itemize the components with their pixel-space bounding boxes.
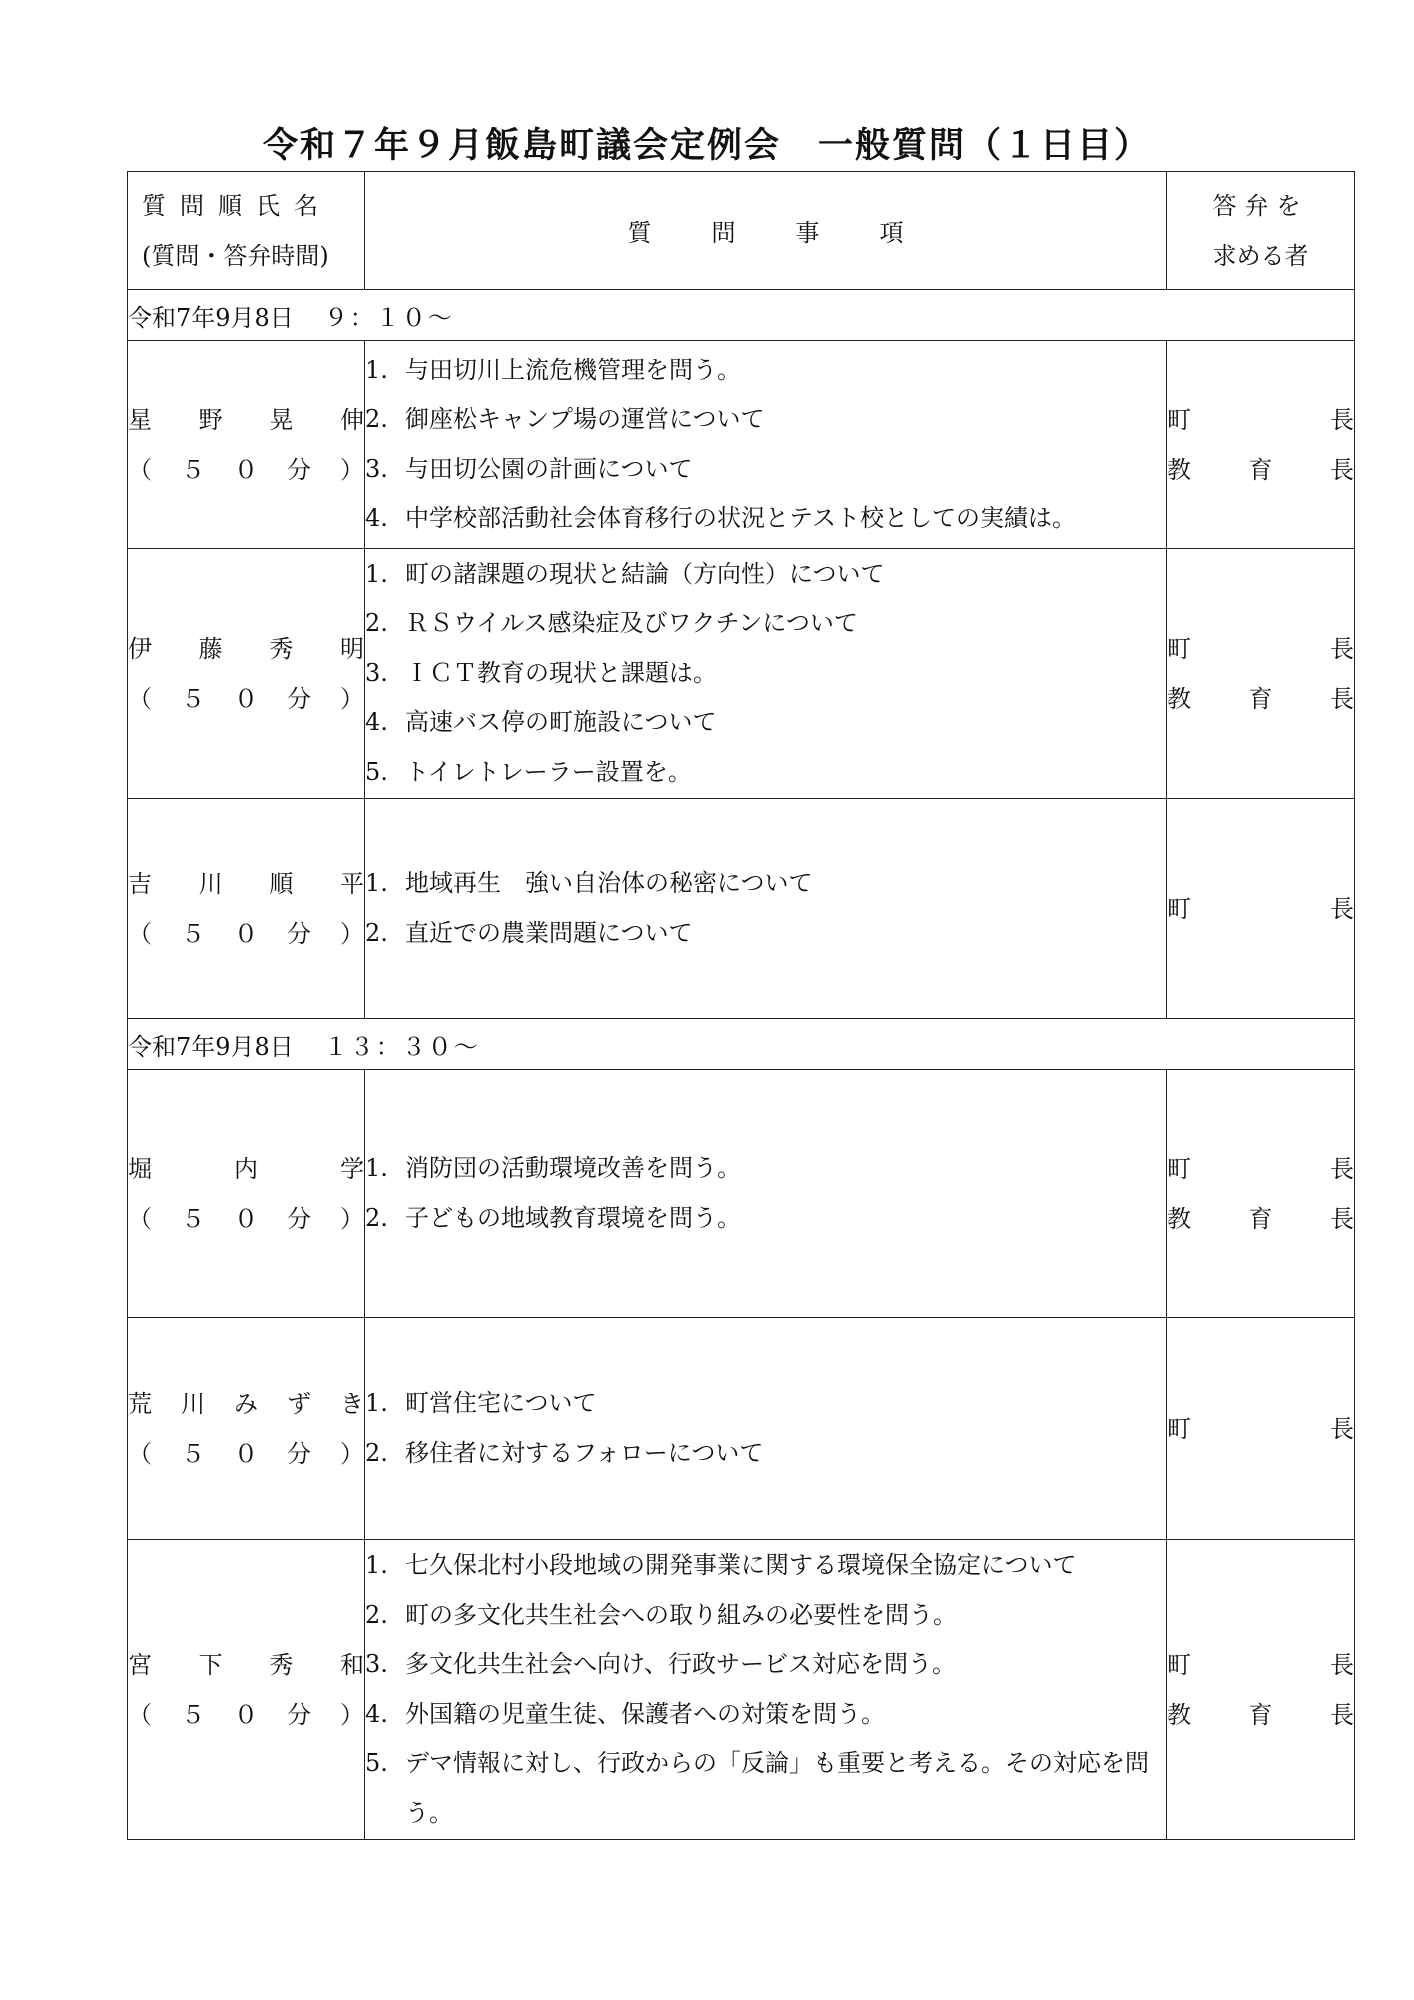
questioner-name-char: 晃 [269, 405, 294, 434]
respondent-cell [1167, 549, 1355, 799]
question-item [365, 1591, 1166, 1641]
respondent-char: 町 [1167, 634, 1191, 663]
questioner-name-char: 平 [339, 869, 364, 898]
page-title: 令和７年９月飯島町議会定例会 一般質問（１日目） [262, 125, 1151, 166]
questioner-cell [128, 799, 365, 1019]
respondent-cell [1167, 1540, 1355, 1840]
respondent-cell [1167, 799, 1355, 1019]
question-item [365, 1429, 1166, 1479]
respondent-char: 長 [1330, 455, 1354, 484]
respondent [1167, 1404, 1354, 1454]
question-item-number: 2. [365, 609, 388, 638]
session-date: 令和7年9月8日 [128, 1032, 294, 1061]
header-name-label: 質問順氏名 [142, 191, 332, 220]
question-item-text: 移住者に対するフォローについて [405, 1438, 764, 1467]
question-items-cell [365, 1540, 1167, 1840]
questioner-cell [128, 1318, 365, 1540]
question-item-text: 与田切公園の計画について [405, 454, 693, 483]
questioner-name-char: 野 [198, 405, 223, 434]
question-item [365, 859, 1166, 909]
questioner-name-char: 明 [339, 634, 364, 663]
questioner-name-char: ず [287, 1389, 311, 1418]
question-item-number: 1. [365, 559, 388, 588]
questioner-name-char: 下 [198, 1650, 223, 1679]
session-date-row [128, 290, 1355, 341]
header-respondent-line1: 答弁を [1212, 191, 1309, 220]
question-item-number: 4. [365, 708, 388, 737]
question-time-char: ５ [181, 455, 205, 484]
question-item [365, 346, 1166, 396]
question-time-char: ０ [234, 1439, 258, 1468]
question-time-char: ） [340, 1700, 364, 1729]
question-time-char: ） [340, 1439, 364, 1468]
respondent [1167, 1690, 1354, 1740]
question-time [128, 1690, 364, 1740]
respondent [1167, 1640, 1354, 1690]
questioner-row [128, 1070, 1355, 1318]
questioner-name-char: 学 [340, 1154, 364, 1183]
question-time [128, 1429, 364, 1479]
respondent-char: 長 [1330, 634, 1354, 663]
respondent-char: 長 [1330, 894, 1354, 923]
question-time-char: （ [128, 919, 152, 948]
respondent-char: 育 [1248, 684, 1273, 713]
question-time-char: （ [128, 1700, 152, 1729]
respondent [1167, 624, 1354, 674]
respondent-char: 町 [1167, 405, 1191, 434]
questioner-name [128, 1144, 364, 1194]
questioner-name-char: 内 [234, 1154, 258, 1183]
respondent-char: 教 [1167, 1700, 1191, 1729]
question-item [365, 1194, 1166, 1244]
questioner-name [128, 624, 364, 674]
questioner-name-char: 吉 [128, 869, 152, 898]
question-item-number: 4. [365, 504, 388, 532]
questioner-row [128, 1540, 1355, 1840]
questioner-name-char: 藤 [198, 634, 223, 663]
questioner-name-char: 秀 [269, 634, 294, 663]
question-time-char: ０ [234, 1204, 258, 1233]
question-item-text: 与田切川上流危機管理を問う。 [405, 355, 741, 384]
question-items-cell [365, 549, 1167, 799]
question-item-text: トイレトレーラー設置を。 [405, 757, 692, 786]
question-item-text: ＩＣＴ教育の現状と課題は。 [405, 658, 717, 687]
question-item-number: 1. [365, 1551, 388, 1579]
question-item [365, 494, 1166, 544]
questioner-cell [128, 341, 365, 549]
respondent-char: 育 [1248, 1204, 1273, 1233]
session-start-time: １３：３０～ [323, 1032, 480, 1061]
question-item-number: 1. [365, 355, 388, 384]
question-time-char: ５ [181, 1204, 205, 1233]
questioner-name [128, 1379, 364, 1429]
question-item-number: 2. [365, 1203, 388, 1232]
header-respondent-line2: 求める者 [1212, 241, 1309, 270]
question-item-text: デマ情報に対し、行政からの「反論」も重要と考える。その対応を問う。 [405, 1749, 1149, 1827]
question-item-number: 2. [365, 918, 388, 947]
question-item-text: 地域再生 強い自治体の秘密について [405, 869, 813, 897]
respondent-char: 長 [1330, 1650, 1354, 1679]
session-date: 令和7年9月8日 [128, 303, 294, 332]
question-time-char: ５ [181, 684, 205, 713]
question-time-char: ） [340, 455, 364, 484]
question-item-text: 町の多文化共生社会への取り組みの必要性を問う。 [405, 1600, 957, 1629]
question-time-char: （ [128, 684, 152, 713]
respondent [1167, 1144, 1354, 1194]
question-item [365, 649, 1166, 699]
respondent [1167, 395, 1354, 445]
question-item-number: 5. [365, 1749, 388, 1777]
questioner-name-char: 川 [198, 869, 223, 898]
question-item-text: 外国籍の児童生徒、保護者への対策を問う。 [405, 1699, 885, 1728]
respondent-char: 長 [1330, 1204, 1354, 1233]
question-item [365, 1640, 1166, 1690]
question-time [128, 909, 364, 959]
respondent [1167, 1194, 1354, 1244]
questioner-row [128, 341, 1355, 549]
respondent-char: 町 [1167, 1414, 1191, 1443]
question-item-number: 3. [365, 1650, 388, 1678]
question-time-char: 分 [287, 684, 311, 713]
questioner-name-char: 星 [128, 405, 152, 434]
questioner-name-char: 秀 [269, 1650, 294, 1679]
question-item-text: 子どもの地域教育環境を問う。 [405, 1203, 741, 1232]
question-item-text: 直近での農業問題について [405, 918, 693, 947]
respondent-cell [1167, 1070, 1355, 1318]
question-items-cell [365, 799, 1167, 1019]
question-item-text: ＲＳウイルス感染症及びワクチンについて [405, 609, 858, 638]
questioner-name-char: 伸 [339, 405, 364, 434]
question-time-char: ５ [181, 1439, 205, 1468]
respondent-char: 長 [1330, 1154, 1354, 1183]
question-time-char: ） [340, 1204, 364, 1233]
question-time-char: （ [128, 1204, 152, 1233]
question-time-char: （ [128, 1439, 152, 1468]
question-item [365, 395, 1166, 445]
questioner-cell [128, 1540, 365, 1840]
question-item-number: 4. [365, 1699, 388, 1728]
question-item-text: 多文化共生社会へ向け、行政サービス対応を問う。 [405, 1650, 957, 1678]
question-item [365, 1541, 1166, 1591]
question-item [365, 909, 1166, 959]
respondent [1167, 884, 1354, 934]
questioner-row [128, 1318, 1355, 1540]
question-item-number: 2. [365, 1600, 388, 1629]
respondent-char: 教 [1167, 1204, 1191, 1233]
question-time-char: 分 [287, 1439, 311, 1468]
question-time-char: 分 [287, 1204, 311, 1233]
questioner-name [128, 859, 364, 909]
table-header-row [128, 172, 1355, 290]
respondent-char: 町 [1167, 1650, 1191, 1679]
header-respondent [1167, 172, 1355, 290]
question-time-char: ５ [181, 919, 205, 948]
session-date-cell [128, 1019, 1355, 1070]
questioner-name-char: み [234, 1389, 258, 1418]
header-time-label: (質問・答弁時間) [142, 241, 329, 270]
question-item-number: 1. [365, 869, 388, 897]
respondent-char: 育 [1248, 455, 1273, 484]
question-item [365, 1144, 1166, 1194]
question-time [128, 445, 364, 495]
question-item [365, 550, 1166, 600]
question-item [365, 1379, 1166, 1429]
question-item-text: 七久保北村小段地域の開発事業に関する環境保全協定について [405, 1551, 1077, 1579]
respondent-char: 町 [1167, 1154, 1191, 1183]
questioner-name-char: 荒 [128, 1389, 152, 1418]
question-item-text: 町の諸課題の現状と結論（方向性）について [405, 559, 885, 588]
question-item-number: 1. [365, 1389, 388, 1417]
question-item-text: 町営住宅について [405, 1389, 597, 1417]
questioner-name-char: 川 [181, 1389, 205, 1418]
questioner-row [128, 549, 1355, 799]
question-items-cell [365, 341, 1167, 549]
questioner-name-char: 伊 [128, 634, 152, 663]
respondent-char: 長 [1330, 1414, 1354, 1443]
respondent-cell [1167, 341, 1355, 549]
question-time-char: 分 [287, 919, 311, 948]
respondent-char: 育 [1248, 1700, 1273, 1729]
question-time-char: ０ [234, 1700, 258, 1729]
question-time-char: ０ [234, 455, 258, 484]
respondent-char: 長 [1330, 1700, 1354, 1729]
header-items: 質問事項 [365, 172, 1167, 290]
questioner-cell [128, 549, 365, 799]
question-time-char: ０ [234, 919, 258, 948]
question-item [365, 1739, 1166, 1838]
questioner-name-char: 宮 [128, 1650, 152, 1679]
session-start-time: ９：１０～ [323, 303, 454, 332]
respondent [1167, 674, 1354, 724]
respondent-char: 長 [1330, 405, 1354, 434]
question-item [365, 445, 1166, 495]
questioner-name [128, 395, 364, 445]
question-time-char: ） [340, 919, 364, 948]
question-time-char: 分 [287, 1700, 311, 1729]
respondent-char: 町 [1167, 894, 1191, 923]
question-item-text: 御座松キャンプ場の運営について [405, 405, 765, 433]
respondent-cell [1167, 1318, 1355, 1540]
questioner-name-char: 堀 [128, 1154, 152, 1183]
question-item [365, 599, 1166, 649]
questioner-name [128, 1640, 364, 1690]
question-time-char: ０ [234, 684, 258, 713]
question-item-number: 2. [365, 405, 388, 433]
question-item-text: 消防団の活動環境改善を問う。 [405, 1154, 741, 1182]
question-schedule-table [127, 171, 1355, 1840]
questioner-name-char: 順 [269, 869, 294, 898]
question-time-char: ５ [181, 1700, 205, 1729]
questioner-cell [128, 1070, 365, 1318]
question-item [365, 698, 1166, 748]
questioner-name-char: き [340, 1389, 364, 1418]
question-items-cell [365, 1070, 1167, 1318]
question-item-number: 3. [365, 454, 388, 483]
question-item-number: 2. [365, 1438, 388, 1467]
question-time [128, 1194, 364, 1244]
session-date-cell [128, 290, 1355, 341]
header-name-time [128, 172, 365, 290]
respondent-char: 教 [1167, 684, 1191, 713]
question-item [365, 1690, 1166, 1740]
question-item-text: 中学校部活動社会体育移行の状況とテスト校としての実績は。 [405, 504, 1077, 532]
question-item-number: 1. [365, 1154, 388, 1182]
question-time-char: ） [340, 684, 364, 713]
respondent-char: 長 [1330, 684, 1354, 713]
question-time-char: 分 [287, 455, 311, 484]
questioner-name-char: 和 [339, 1650, 364, 1679]
question-item [365, 748, 1166, 798]
respondent-char: 教 [1167, 455, 1191, 484]
question-item-number: 3. [365, 658, 388, 687]
question-time-char: （ [128, 455, 152, 484]
question-time [128, 674, 364, 724]
question-items-cell [365, 1318, 1167, 1540]
respondent [1167, 445, 1354, 495]
questioner-row [128, 799, 1355, 1019]
question-item-number: 5. [365, 757, 388, 786]
session-date-row [128, 1019, 1355, 1070]
question-item-text: 高速バス停の町施設について [405, 708, 717, 737]
